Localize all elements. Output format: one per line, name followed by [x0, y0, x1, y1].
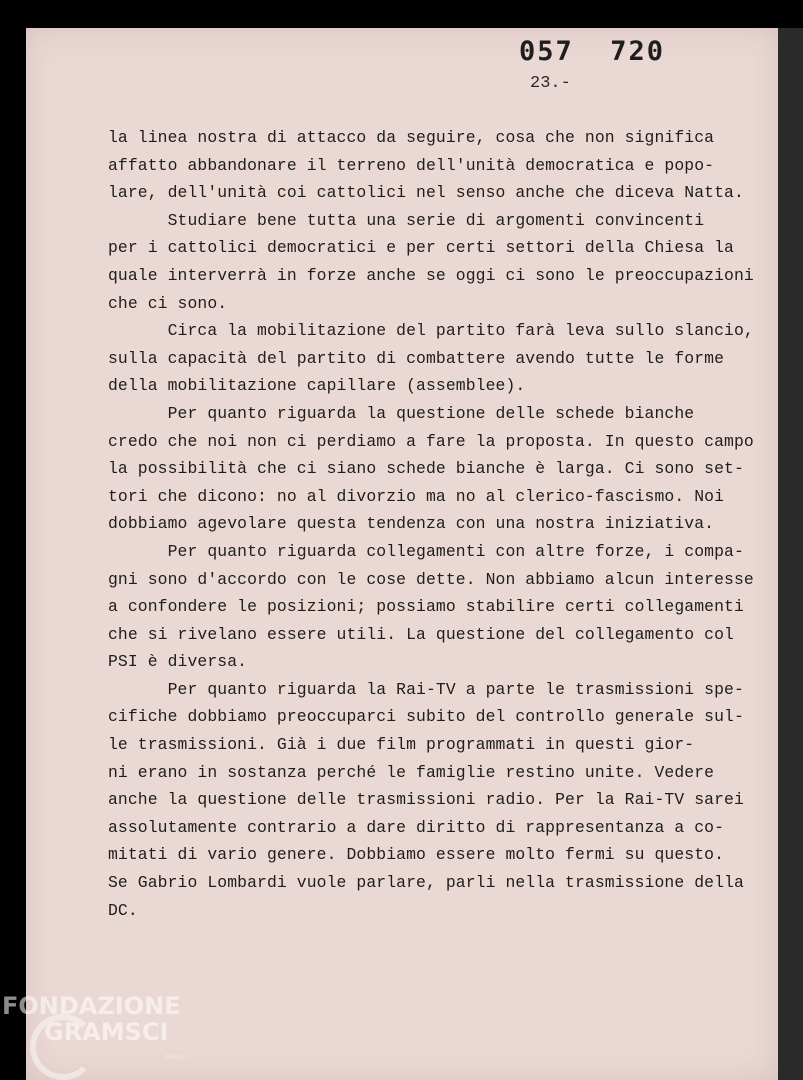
text-line: le trasmissioni. Già i due film programmati in questi gior- [108, 735, 695, 755]
text-line: sulla capacità del partito di combattere avendo tutte le forme [108, 348, 725, 368]
watermark-line2: GRAMSCI [44, 1018, 169, 1046]
text-line: che si rivelano essere utili. La questione del collegamento col [108, 624, 734, 644]
text-line: Studiare bene tutta una serie di argomenti convincenti [108, 210, 705, 230]
text-line: Per quanto riguarda la questione delle schede bianche [108, 403, 695, 423]
text-line: Per quanto riguarda collegamenti con altre forze, i compa- [108, 541, 744, 561]
text-line: tori che dicono: no al divorzio ma no al clerico-fascismo. Noi [108, 486, 725, 506]
text-line: credo che noi non ci perdiamo a fare la proposta. In questo campo [108, 431, 754, 451]
text-line: la linea nostra di attacco da seguire, cosa che non significa [108, 128, 715, 147]
text-line: cifiche dobbiamo preoccuparci subito del controllo generale sul- [108, 707, 744, 727]
text-line: Se Gabrio Lombardi vuole parlare, parli nella trasmissione della [108, 873, 744, 893]
text-line: lare, dell'unità coi cattolici nel senso anche che diceva Natta. [108, 183, 744, 203]
text-line: DC. [108, 900, 138, 920]
watermark-line1: FONDAZIONE [2, 992, 181, 1020]
watermark-small: onlus [164, 1052, 186, 1061]
text-line: affatto abbandonare il terreno dell'unità democratica e popo- [108, 155, 715, 175]
text-line: Per quanto riguarda la Rai-TV a parte le trasmissioni spe- [108, 679, 744, 699]
text-line: mitati di vario genere. Dobbiamo essere molto fermi su questo. [108, 845, 725, 865]
text-line: quale interverrà in forze anche se oggi ci sono le preoccupazioni [108, 265, 754, 285]
text-line: dobbiamo agevolare questa tendenza con una nostra iniziativa. [108, 514, 715, 534]
text-line: per i cattolici democratici e per certi settori della Chiesa la [108, 238, 734, 258]
text-line: assolutamente contrario a dare diritto di rappresentanza a co- [108, 817, 725, 837]
text-line: a confondere le posizioni; possiamo stabilire certi collegamenti [108, 597, 744, 617]
scan-edge-shadow [778, 28, 803, 1080]
text-line: anche la questione delle trasmissioni radio. Per la Rai-TV sarei [108, 790, 744, 810]
fondazione-gramsci-watermark [2, 988, 202, 1080]
page-number: 23.- [530, 74, 571, 93]
typewritten-body [108, 124, 754, 924]
text-line: Circa la mobilitazione del partito farà leva sullo slancio, [108, 321, 754, 341]
archive-stamp-number: 057 720 [519, 36, 666, 67]
text-line: PSI è diversa. [108, 652, 248, 672]
text-line: che ci sono. [108, 293, 228, 313]
text-line: ni erano in sostanza perché le famiglie restino unite. Vedere [108, 762, 715, 782]
text-line: la possibilità che ci siano schede bianche è larga. Ci sono set- [108, 459, 744, 479]
text-line: gni sono d'accordo con le cose dette. Non abbiamo alcun interesse [108, 569, 754, 589]
text-line: della mobilitazione capillare (assemblee). [108, 376, 526, 396]
